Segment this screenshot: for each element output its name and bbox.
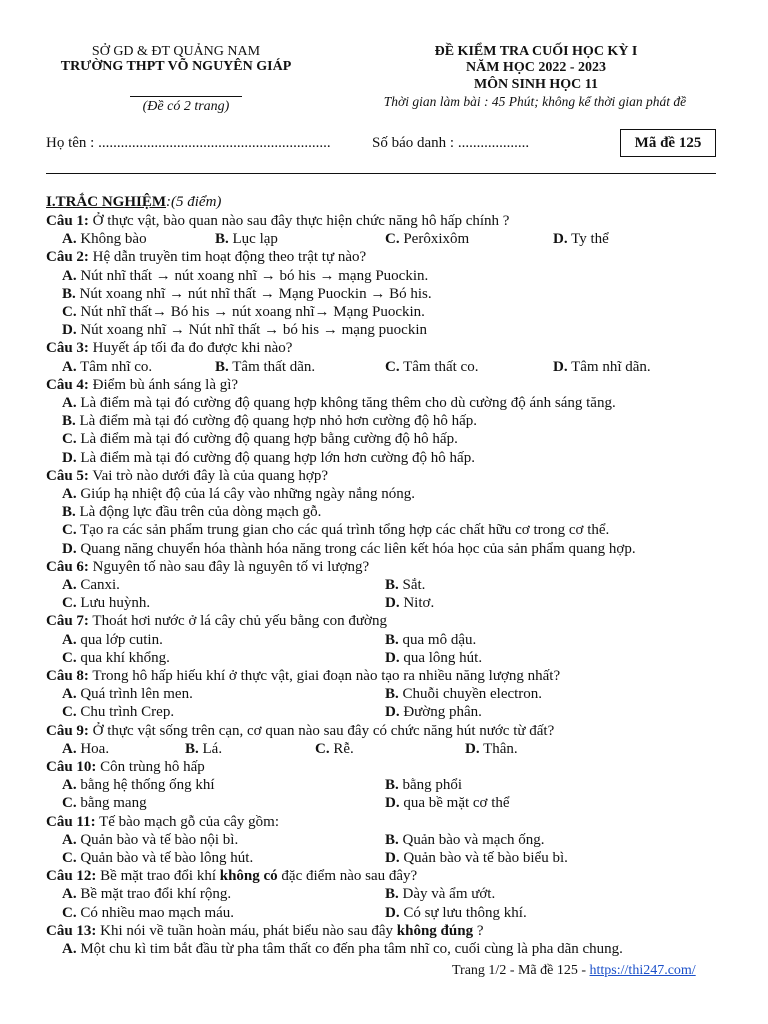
- answer-option: [385, 777, 462, 794]
- exam-code-box: Mã đề 125: [620, 129, 716, 157]
- question-stem: [46, 559, 369, 576]
- question-text: Huyết áp tối đa đo được khi nào?: [88, 340, 293, 357]
- answer-option: [62, 322, 427, 339]
- answer-option: [62, 595, 150, 612]
- option-text: Tâm thất co.: [403, 358, 479, 375]
- option-letter: C.: [62, 850, 77, 866]
- question-stem: [46, 468, 328, 485]
- option-text: Có nhiều mao mạch máu.: [80, 904, 235, 921]
- question-text: Tế bào mạch gỗ của cây gồm:: [95, 813, 279, 830]
- question-number: Câu 11:: [46, 813, 96, 830]
- option-letter: B.: [385, 831, 399, 848]
- answer-option: [385, 832, 545, 849]
- option-text: Lá.: [202, 740, 223, 757]
- answer-option: [62, 941, 623, 958]
- page-count-note: (Đề có 2 trang): [142, 99, 230, 114]
- question-stem: [46, 249, 366, 266]
- option-letter: D.: [62, 540, 77, 557]
- option-text: Tâm thất dãn.: [232, 358, 316, 375]
- page-footer: [452, 963, 696, 979]
- option-letter: C.: [62, 704, 77, 721]
- option-text: Đường phân.: [403, 704, 482, 721]
- option-letter: B.: [385, 686, 399, 703]
- option-letter: D.: [385, 704, 400, 721]
- option-letter: A.: [62, 395, 77, 411]
- answer-option: [215, 231, 278, 248]
- option-letter: D.: [465, 740, 480, 757]
- answer-option: [62, 905, 234, 922]
- question-stem: [46, 868, 417, 885]
- answer-option: [315, 741, 354, 758]
- option-text: qua khí khổng.: [80, 649, 170, 666]
- option-text: Tạo ra các sản phẩm trung gian cho các quá trình tổng hợp các chất hữu cơ trong cơ thể.: [80, 522, 610, 539]
- answer-option: [385, 905, 527, 922]
- option-letter: A.: [62, 577, 77, 593]
- answer-option: [62, 359, 152, 376]
- option-text: qua mô dậu.: [402, 631, 477, 648]
- option-letter: D.: [553, 231, 568, 248]
- option-letter: A.: [62, 886, 77, 903]
- answer-option: [185, 741, 222, 758]
- answer-option: [62, 741, 109, 758]
- option-letter: B.: [62, 504, 76, 521]
- option-text: qua lông hút.: [403, 649, 483, 666]
- option-text: bằng mang: [80, 795, 147, 812]
- option-text: Chuỗi chuyền electron.: [402, 686, 543, 703]
- answer-option: [62, 231, 147, 248]
- option-text: bằng hệ thống ống khí: [80, 777, 215, 794]
- answer-option: [385, 231, 469, 248]
- answer-option: [553, 359, 651, 376]
- answer-option: [62, 522, 609, 539]
- question-text: Điểm bù ánh sáng là gì?: [88, 376, 239, 393]
- option-letter: C.: [385, 231, 400, 248]
- option-text: Là động lực đầu trên của dòng mạch gỗ.: [79, 504, 322, 521]
- option-text: Quản bào và mạch ống.: [402, 831, 545, 848]
- option-letter: B.: [62, 413, 76, 430]
- option-text: Ty thể: [571, 231, 609, 248]
- exam-duration: Thời gian làm bài : 45 Phút; không kể thời gian phát đề: [383, 94, 687, 109]
- question-number: Câu 8:: [46, 668, 89, 684]
- section-title: [46, 194, 221, 211]
- exam-title: ĐỀ KIỂM TRA CUỐI HỌC KỲ I: [434, 44, 638, 59]
- question-number: Câu 5:: [46, 467, 89, 484]
- answer-option: [385, 850, 568, 867]
- answer-option: [215, 359, 315, 376]
- answer-option: [62, 268, 428, 285]
- answer-option: [62, 304, 425, 321]
- question-stem: [46, 613, 387, 630]
- footer-text: Trang 1/2 - Mã đề 125 -: [452, 963, 590, 978]
- option-letter: C.: [62, 522, 77, 539]
- option-text: Tâm nhĩ co.: [80, 358, 153, 375]
- answer-option: [385, 795, 510, 812]
- question-number: Câu 4:: [46, 376, 89, 393]
- header-bottom-rule: [46, 173, 716, 174]
- option-letter: D.: [385, 850, 400, 866]
- answer-option: [62, 450, 475, 467]
- option-letter: D.: [553, 358, 568, 375]
- question-text: Hệ dẫn truyền tim hoạt động theo trật tự nào?: [88, 249, 367, 266]
- question-stem: [46, 213, 509, 230]
- question-stem: [46, 668, 560, 685]
- question-number: Câu 3:: [46, 340, 89, 357]
- question-stem: [46, 377, 238, 394]
- answer-option: [62, 832, 238, 849]
- answer-option: [62, 286, 432, 303]
- option-letter: C.: [62, 304, 77, 320]
- option-text: Nút nhĩ thất→ Bó his → nút xoang nhĩ→ Mạng Puockin.: [80, 304, 425, 320]
- option-text: Là điểm mà tại đó cường độ quang hợp nhỏ hơn cường độ hô hấp.: [79, 413, 478, 430]
- answer-option: [385, 632, 476, 649]
- option-letter: A.: [62, 686, 77, 703]
- question-text: Thoát hơi nước ở lá cây chủ yếu bằng con đường: [88, 613, 387, 630]
- option-letter: C.: [62, 595, 77, 612]
- option-text: Lưu huỳnh.: [80, 595, 151, 612]
- option-letter: D.: [385, 795, 400, 812]
- option-letter: A.: [62, 631, 77, 648]
- question-stem: [46, 814, 279, 831]
- option-text: Sắt.: [402, 577, 426, 593]
- option-letter: D.: [62, 449, 77, 466]
- option-letter: B.: [385, 777, 399, 794]
- option-text: Không bào: [80, 231, 147, 248]
- question-number: Câu 1:: [46, 213, 89, 229]
- question-number: Câu 2:: [46, 249, 89, 266]
- option-text: qua bề mặt cơ thể: [403, 795, 510, 812]
- answer-option: [385, 704, 482, 721]
- answer-option: [62, 886, 231, 903]
- answer-option: [62, 704, 174, 721]
- option-text: Một chu kì tim bắt đầu từ pha tâm thất co đến pha tâm nhĩ co, cuối cùng là pha dãn chung.: [80, 941, 623, 957]
- option-letter: C.: [62, 431, 77, 448]
- question-emphasis: không có: [219, 868, 278, 885]
- answer-option: [385, 577, 425, 594]
- answer-option: [465, 741, 518, 758]
- option-text: Giúp hạ nhiệt độ của lá cây vào những ngày nắng nóng.: [80, 486, 416, 502]
- option-letter: B.: [385, 631, 399, 648]
- department-name: SỞ GD & ĐT QUẢNG NAM: [91, 44, 261, 59]
- question-number: Câu 9:: [46, 722, 89, 739]
- option-letter: A.: [62, 486, 77, 502]
- question-text: Nguyên tố nào sau đây là nguyên tố vi lượng?: [88, 558, 370, 575]
- section-points: :(5 điểm): [166, 194, 222, 210]
- answer-option: [62, 632, 163, 649]
- question-text: Ở thực vật sống trên cạn, cơ quan nào sau đây có chức năng hút nước từ đất?: [88, 722, 555, 739]
- option-text: Perôxixôm: [403, 231, 470, 248]
- option-letter: B.: [385, 577, 399, 593]
- answer-option: [62, 777, 215, 794]
- option-text: Quang năng chuyển hóa thành hóa năng trong các liên kết hóa học của sản phẩm quang hợp.: [80, 540, 636, 557]
- option-text: Quản bào và tế bào nội bì.: [80, 831, 239, 848]
- answer-option: [62, 541, 636, 558]
- question-stem: [46, 723, 554, 740]
- answer-option: [385, 650, 482, 667]
- option-letter: A.: [62, 941, 77, 957]
- option-letter: A.: [62, 358, 77, 375]
- answer-option: [62, 795, 147, 812]
- option-text: Nút xoang nhĩ → nút nhĩ thất → Mạng Puockin → Bó his.: [79, 285, 432, 302]
- answer-option: [62, 413, 477, 430]
- option-letter: C.: [62, 795, 77, 812]
- option-letter: C.: [62, 649, 77, 666]
- answer-option: [62, 650, 170, 667]
- option-letter: D.: [62, 322, 77, 339]
- option-letter: B.: [215, 358, 229, 375]
- option-letter: B.: [185, 740, 199, 757]
- answer-option: [62, 395, 616, 412]
- student-name-field: Họ tên : ..............................................................: [46, 135, 331, 151]
- footer-link[interactable]: https://thi247.com/: [589, 963, 696, 978]
- option-text: Canxi.: [80, 577, 120, 593]
- option-text: Nitơ.: [403, 595, 435, 612]
- option-letter: B.: [385, 886, 399, 903]
- option-text: Quản bào và tế bào lông hút.: [80, 850, 254, 866]
- option-text: Lục lạp: [232, 231, 278, 248]
- question-text: Vai trò nào dưới đây là của quang hợp?: [88, 467, 328, 484]
- option-text: Có sự lưu thông khí.: [403, 904, 527, 921]
- option-text: bằng phổi: [402, 777, 463, 794]
- option-text: Là điểm mà tại đó cường độ quang hợp không tăng thêm cho dù cường độ ánh sáng tăng.: [80, 395, 616, 411]
- question-text: Côn trùng hô hấp: [96, 759, 205, 775]
- answer-option: [385, 686, 542, 703]
- question-number: Câu 13:: [46, 922, 97, 939]
- option-letter: C.: [315, 740, 330, 757]
- option-letter: D.: [385, 904, 400, 921]
- question-text-tail: đặc điểm nào sau đây?: [277, 868, 418, 885]
- option-text: Là điểm mà tại đó cường độ quang hợp lớn hơn cường độ hô hấp.: [80, 449, 475, 466]
- option-letter: A.: [62, 740, 77, 757]
- option-letter: C.: [62, 904, 77, 921]
- question-emphasis: không đúng: [396, 922, 474, 939]
- option-letter: B.: [215, 231, 229, 248]
- question-text-tail: ?: [473, 922, 484, 939]
- section-title-text: I.TRẮC NGHIỆM: [46, 194, 167, 210]
- header-divider: [130, 96, 242, 97]
- question-text: Bề mặt trao đổi khí: [96, 868, 220, 885]
- question-text: Ở thực vật, bào quan nào sau đây thực hiện chức năng hô hấp chính ?: [88, 213, 510, 229]
- question-number: Câu 12:: [46, 868, 97, 885]
- option-letter: A.: [62, 231, 77, 248]
- answer-option: [553, 231, 609, 248]
- option-text: qua lớp cutin.: [80, 631, 163, 648]
- option-letter: B.: [62, 285, 76, 302]
- option-letter: A.: [62, 267, 77, 284]
- question-text: Khi nói về tuần hoàn máu, phát biểu nào sau đây: [96, 922, 397, 939]
- answer-option: [62, 431, 458, 448]
- option-text: Bề mặt trao đổi khí rộng.: [80, 886, 232, 903]
- option-text: Là điểm mà tại đó cường độ quang hợp bằng cường độ hô hấp.: [80, 431, 458, 448]
- option-text: Rễ.: [333, 740, 354, 757]
- answer-option: [62, 486, 415, 503]
- answer-option: [62, 686, 193, 703]
- option-text: Nút nhĩ thất → nút xoang nhĩ → bó his → mạng Puockin.: [80, 267, 429, 284]
- option-text: Quản bào và tế bào biểu bì.: [403, 850, 568, 866]
- answer-option: [62, 577, 120, 594]
- option-letter: D.: [385, 649, 400, 666]
- answer-option: [62, 504, 321, 521]
- option-text: Hoa.: [80, 740, 110, 757]
- question-number: Câu 7:: [46, 613, 89, 630]
- option-text: Tâm nhĩ dãn.: [571, 358, 651, 375]
- option-text: Quá trình lên men.: [80, 686, 193, 703]
- answer-option: [385, 886, 495, 903]
- subject: MÔN SINH HỌC 11: [473, 77, 599, 92]
- option-letter: A.: [62, 777, 77, 794]
- student-id-field: Số báo danh : ...................: [372, 135, 530, 151]
- option-letter: A.: [62, 831, 77, 848]
- question-text: Trong hô hấp hiếu khí ở thực vật, giai đoạn nào tạo ra nhiều năng lượng nhất?: [88, 668, 561, 684]
- answer-option: [385, 359, 478, 376]
- option-text: Dày và ẩm ướt.: [402, 886, 496, 903]
- question-number: Câu 6:: [46, 558, 89, 575]
- question-number: Câu 10:: [46, 759, 97, 775]
- answer-option: [385, 595, 434, 612]
- option-letter: D.: [385, 595, 400, 612]
- option-text: Thân.: [483, 740, 518, 757]
- question-stem: [46, 923, 484, 940]
- option-text: Chu trình Crep.: [80, 704, 175, 721]
- school-year: NĂM HỌC 2022 - 2023: [466, 60, 606, 75]
- question-stem: [46, 340, 292, 357]
- school-name: TRƯỜNG THPT VÕ NGUYÊN GIÁP: [60, 59, 292, 74]
- answer-option: [62, 850, 253, 867]
- question-stem: [46, 759, 205, 776]
- option-text: Nút xoang nhĩ → Nút nhĩ thất → bó his → mạng puockin: [80, 322, 427, 339]
- option-letter: C.: [385, 358, 400, 375]
